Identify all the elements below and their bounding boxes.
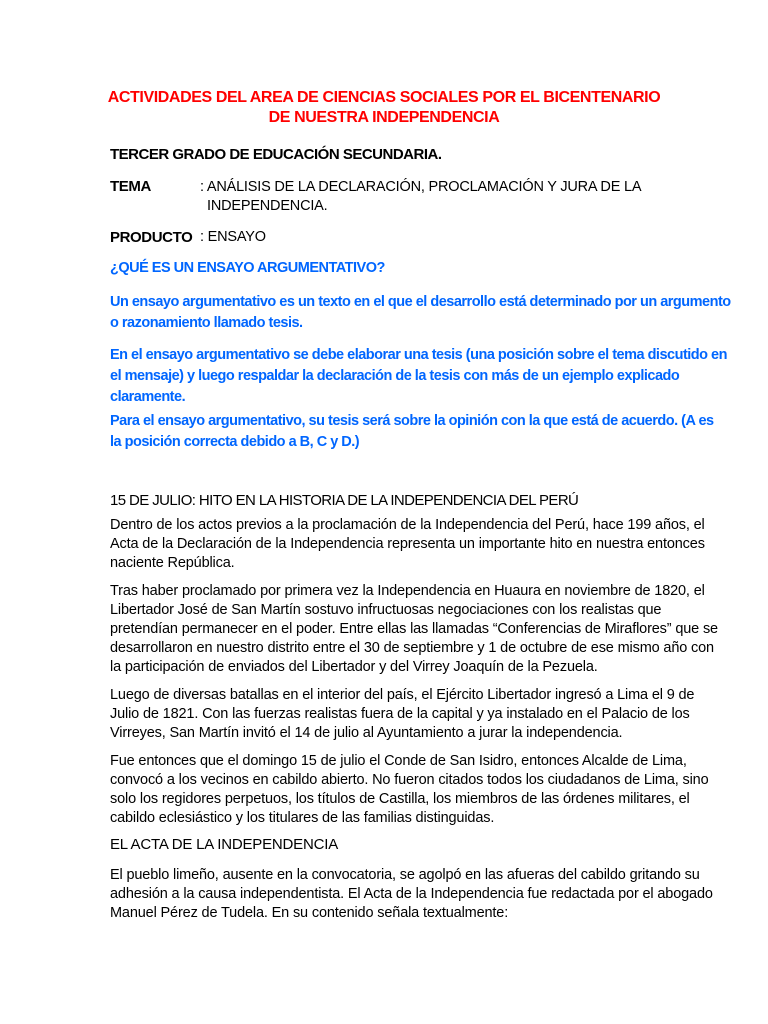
section-heading-acta: EL ACTA DE LA INDEPENDENCIA <box>110 836 339 853</box>
text-line: Tras haber proclamado por primera vez la Independencia en Huaura en noviembre de 1820, el <box>110 583 705 599</box>
text-line: naciente República. <box>110 555 235 571</box>
blue-paragraph-1 <box>110 292 731 334</box>
text-line: convocó a los vecinos en cabildo abierto. No fueron citados todos los ciudadanos de Lima, sino <box>110 772 709 788</box>
body-paragraph-5 <box>110 866 713 923</box>
text-line: El pueblo limeño, ausente en la convocatoria, se agolpó en las afueras del cabildo gritando su <box>110 867 700 883</box>
text-line: En el ensayo argumentativo se debe elaborar una tesis (una posición sobre el tema discutido en <box>110 347 727 363</box>
producto-value: : ENSAYO <box>200 229 266 245</box>
text-line: Julio de 1821. Con las fuerzas realistas fuera de la capital y ya instalado en el Palacio de los <box>110 706 690 722</box>
title-line-1: ACTIVIDADES DEL AREA DE CIENCIAS SOCIALES POR EL BICENTENARIO <box>107 89 661 106</box>
producto-label: PRODUCTO <box>110 229 193 246</box>
blue-paragraph-3 <box>110 411 714 453</box>
text-line: Luego de diversas batallas en el interior del país, el Ejército Libertador ingresó a Lima el 9 de <box>110 687 695 703</box>
body-paragraph-2 <box>110 582 718 677</box>
text-line: pretendían permanecer en el poder. Entre ellas las llamadas “Conferencias de Miraflores” que se <box>110 621 718 637</box>
tema-line-1: : ANÁLISIS DE LA DECLARACIÓN, PROCLAMACIÓN Y JURA DE LA <box>200 179 642 195</box>
body-paragraph-3 <box>110 686 695 743</box>
text-line: el mensaje) y luego respaldar la declaración de la tesis con más de un ejemplo explicado <box>110 368 680 384</box>
text-line: la participación de enviados del Libertador y del Virrey Joaquín de la Pezuela. <box>110 659 598 675</box>
section-heading-15-julio: 15 DE JULIO: HITO EN LA HISTORIA DE LA INDEPENDENCIA DEL PERÚ <box>110 492 579 509</box>
text-line: desarrollaron en nuestro distrito entre el 30 de septiembre y 1 de octubre de ese mismo año con <box>110 640 714 656</box>
tema-value <box>200 178 641 216</box>
text-line: solo los regidores perpetuos, los títulos de Castilla, los miembros de las órdenes militares, el <box>110 791 690 807</box>
text-line: Manuel Pérez de Tudela. En su contenido señala textualmente: <box>110 905 509 921</box>
body-paragraph-4 <box>110 752 709 828</box>
text-line: cabildo eclesiástico y los titulares de las familias distinguidas. <box>110 810 495 826</box>
text-line: Fue entonces que el domingo 15 de julio el Conde de San Isidro, entonces Alcalde de Lima, <box>110 753 687 769</box>
text-line: claramente. <box>110 389 186 405</box>
body-paragraph-1 <box>110 516 705 573</box>
text-line: Para el ensayo argumentativo, su tesis será sobre la opinión con la que está de acuerdo. (A es <box>110 413 714 429</box>
text-line: o razonamiento llamado tesis. <box>110 315 303 331</box>
tema-line-2: INDEPENDENCIA. <box>207 198 328 214</box>
essay-question: ¿QUÉ ES UN ENSAYO ARGUMENTATIVO? <box>110 260 385 276</box>
text-line: Virreyes, San Martín invitó el 14 de julio al Ayuntamiento a jurar la independencia. <box>110 725 623 741</box>
tema-label: TEMA <box>110 178 151 195</box>
text-line: Libertador José de San Martín sostuvo infructuosas negociaciones con los realistas que <box>110 602 662 618</box>
text-line: Acta de la Declaración de la Independencia representa un importante hito en nuestra entonces <box>110 536 705 552</box>
text-line: Dentro de los actos previos a la proclamación de la Independencia del Perú, hace 199 años, el <box>110 517 705 533</box>
document-title <box>80 88 688 128</box>
title-line-2: DE NUESTRA INDEPENDENCIA <box>268 109 500 126</box>
blue-paragraph-2 <box>110 345 727 408</box>
grade-heading: TERCER GRADO DE EDUCACIÓN SECUNDARIA. <box>110 146 442 163</box>
text-line: Un ensayo argumentativo es un texto en el que el desarrollo está determinado por un argumento <box>110 294 731 310</box>
text-line: la posición correcta debido a B, C y D.) <box>110 434 360 450</box>
text-line: adhesión a la causa independentista. El Acta de la Independencia fue redactada por el abogado <box>110 886 713 902</box>
